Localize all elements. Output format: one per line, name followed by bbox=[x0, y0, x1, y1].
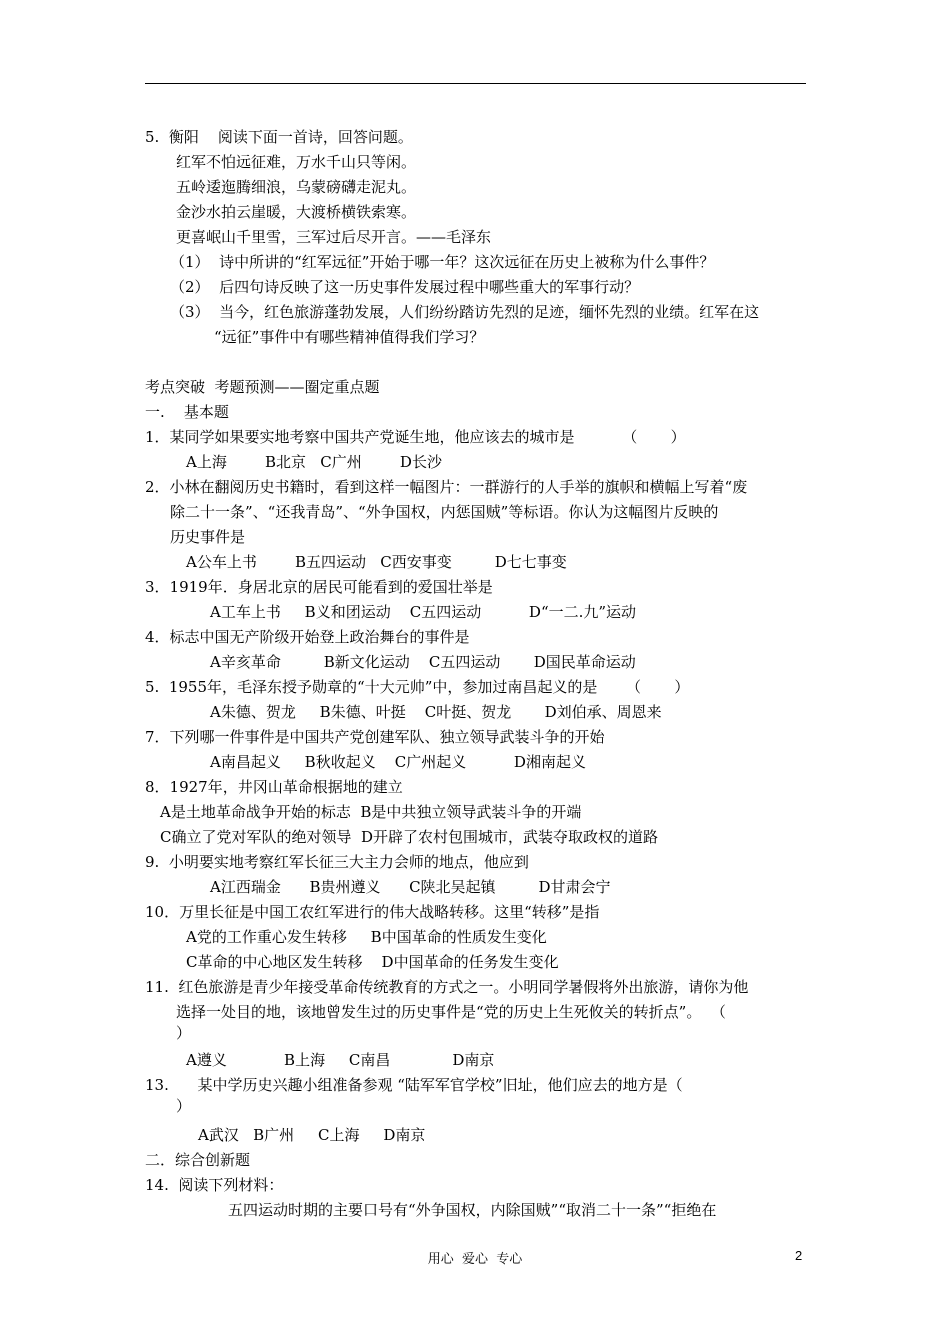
text-line: （2） 后四句诗反映了这一历史事件发展过程中哪些重大的军事行动？ bbox=[170, 278, 640, 296]
section-heading: 一. 基本题 bbox=[145, 403, 229, 421]
options-line: A朱德、贺龙 B朱德、叶挺 C叶挺、贺龙 D刘伯承、周恩来 bbox=[210, 703, 662, 721]
options-line: A南昌起义 B秋收起义 C广州起义 D湘南起义 bbox=[210, 753, 586, 771]
text-line: 金沙水拍云崖暖，大渡桥横铁索寒。 bbox=[176, 203, 417, 221]
text-line: 除二十一条”、“还我青岛”、“外争国权，内惩国贼”等标语。你认为这幅图片反映的 bbox=[170, 503, 719, 521]
text-line: ） bbox=[176, 1024, 192, 1042]
question-line: 10．万里长征是中国工农红军进行的伟大战略转移。这里“转移”是指 bbox=[145, 903, 600, 921]
question-line: 11. 红色旅游是青少年接受革命传统教育的方式之一。小明同学暑假将外出旅游，请你为他 bbox=[145, 978, 749, 996]
text-line: “远征”事件中有哪些精神值得我们学习？ bbox=[214, 328, 485, 346]
question-line: 8．1927年，井冈山革命根据地的建立 bbox=[145, 778, 403, 796]
options-line: A江西瑞金 B贵州遵义 C陕北吴起镇 D甘肃会宁 bbox=[210, 878, 611, 896]
section-title: 考点突破 考题预测——圈定重点题 bbox=[145, 378, 380, 396]
options-line: A党的工作重心发生转移 B中国革命的性质发生变化 bbox=[186, 928, 547, 946]
options-line: A上海 B北京 C广州 D长沙 bbox=[186, 453, 442, 471]
text-line: 历史事件是 bbox=[170, 528, 246, 546]
question-line: 5. 1955年，毛泽东授予勋章的“十大元帅”中，参加过南昌起义的是 （ ） bbox=[145, 678, 690, 696]
text-line: 5. 衡阳 阅读下面一首诗，回答问题。 bbox=[145, 128, 413, 146]
question-line: 7．下列哪一件事件是中国共产党创建军队、独立领导武装斗争的开始 bbox=[145, 728, 605, 746]
text-line: 选择一处目的地，该地曾发生过的历史事件是“党的历史上生死攸关的转折点”。 （ bbox=[176, 1003, 726, 1021]
question-line: 13. 某中学历史兴趣小组准备参观 “陆军军官学校”旧址，他们应去的地方是（ bbox=[145, 1076, 683, 1094]
question-line: 3．1919年．身居北京的居民可能看到的爱国壮举是 bbox=[145, 578, 493, 596]
question-line: 1．某同学如果要实地考察中国共产党诞生地，他应该去的城市是 （ ） bbox=[145, 428, 686, 446]
options-line: A公车上书 B五四运动 C西安事变 D七七事变 bbox=[186, 553, 567, 571]
options-line: A工车上书 B义和团运动 C五四运动 D“一二.九”运动 bbox=[210, 603, 637, 621]
question-line: 4．标志中国无产阶级开始登上政治舞台的事件是 bbox=[145, 628, 470, 646]
text-line: 五四运动时期的主要口号有“外争国权，内除国贼”“取消二十一条”“拒绝在 bbox=[228, 1201, 717, 1219]
options-line: A遵义 B上海 C南昌 D南京 bbox=[186, 1051, 495, 1069]
options-line: A辛亥革命 B新文化运动 C五四运动 D国民革命运动 bbox=[210, 653, 636, 671]
text-line: 五岭逶迤腾细浪，乌蒙磅礴走泥丸。 bbox=[176, 178, 417, 196]
options-line: C确立了党对军队的绝对领导 D开辟了农村包围城市，武装夺取政权的道路 bbox=[160, 828, 659, 846]
page-number: 2 bbox=[795, 1248, 803, 1263]
text-line: （1） 诗中所讲的“红军远征”开始于哪一年？这次远征在历史上被称为什么事件？ bbox=[170, 253, 715, 271]
text-line: ） bbox=[176, 1097, 192, 1115]
text-line: 更喜岷山千里雪，三军过后尽开言。——毛泽东 bbox=[176, 228, 492, 246]
options-line: A是土地革命战争开始的标志 B是中共独立领导武装斗争的开端 bbox=[160, 803, 582, 821]
header-rule bbox=[145, 83, 806, 84]
text-line: 红军不怕远征难，万水千山只等闲。 bbox=[176, 153, 417, 171]
page-footer: 用心 爱心 专心 bbox=[427, 1252, 523, 1267]
question-line: 9. 小明要实地考察红军长征三大主力会师的地点，他应到 bbox=[145, 853, 529, 871]
options-line: A武汉 B广州 C上海 D南京 bbox=[198, 1126, 426, 1144]
question-line: 2．小林在翻阅历史书籍时，看到这样一幅图片：一群游行的人手举的旗帜和横幅上写着“废 bbox=[145, 478, 748, 496]
question-line: 14. 阅读下列材料： bbox=[145, 1176, 284, 1194]
options-line: C革命的中心地区发生转移 D中国革命的任务发生变化 bbox=[186, 953, 559, 971]
text-line: （3） 当今，红色旅游蓬勃发展，人们纷纷踏访先烈的足迹，缅怀先烈的业绩。红军在这 bbox=[170, 303, 760, 321]
section-heading: 二．综合创新题 bbox=[145, 1151, 251, 1169]
